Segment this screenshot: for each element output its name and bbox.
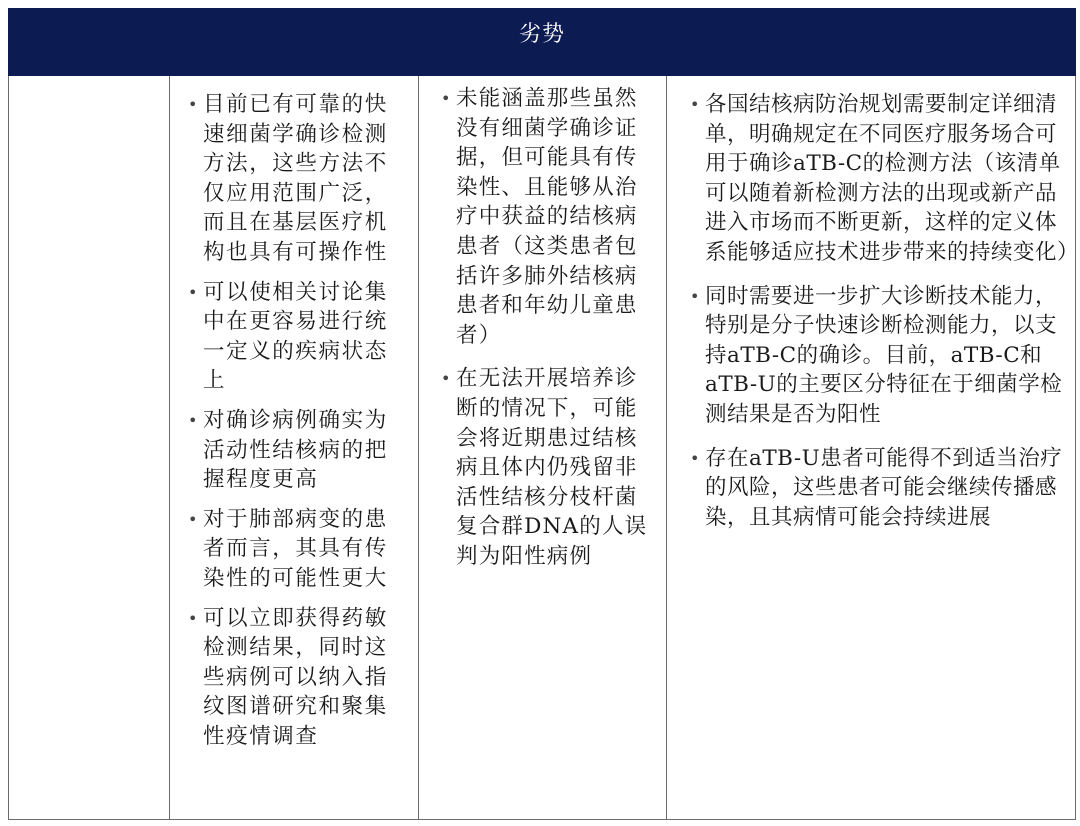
- bullet-list: [188, 90, 393, 761]
- list-item: • 目前已有可靠的快速细菌学确诊检测方法，这些方法不仅应用范围广泛，而且在基层医疗机构也具有可操作性: [188, 92, 388, 265]
- content-table: [8, 76, 1080, 820]
- list-item: • 对于肺部病变的患者而言，其具有传染性的可能性更大: [188, 506, 388, 591]
- bullet-list: [690, 90, 1080, 546]
- list-item: • 可以使相关讨论集中在更容易进行统一定义的疾病状态上: [188, 279, 388, 394]
- bullet-icon: •: [690, 448, 700, 468]
- bullet-icon: •: [188, 608, 200, 628]
- list-item: • 可以立即获得药敏检测结果，同时这些病例可以纳入指纹图谱研究和聚集性疫情调查: [188, 605, 388, 749]
- list-item: • 对确诊病例确实为活动性结核病的把握程度更高: [188, 407, 388, 493]
- table-column-3: [666, 76, 1080, 819]
- table-header: [8, 8, 1076, 76]
- bullet-icon: •: [188, 95, 200, 114]
- bullet-icon: •: [188, 410, 200, 430]
- bullet-icon: •: [690, 286, 700, 306]
- bullet-icon: •: [188, 282, 200, 302]
- list-item: • 各国结核病防治规划需要制定详细清单，明确规定在不同医疗服务场合可用于确诊aTB-C的检测方法（该清单可以随着新检测方法的出现或新产品进入市场而不断更新，这样的定义体系能够适应技术进步带来的持续变化）: [690, 92, 1080, 265]
- bullet-icon: •: [690, 95, 700, 114]
- list-item: • 在无法开展培养诊断的情况下，可能会将近期患过结核病且体内仍残留非活性结核分枝杆菌复合群DNA的人误判为阳性病例: [441, 366, 648, 569]
- list-item: • 存在aTB-U患者可能得不到适当治疗的风险，这些患者可能会继续传播感染，且其病情可能会持续进展: [690, 445, 1063, 530]
- table-column-1: [169, 76, 418, 819]
- list-item: • 同时需要进一步扩大诊断技术能力，特别是分子快速诊断检测能力，以支持aTB-C的确诊。目前，aTB-C和aTB-U的主要区分特征在于细菌学检测结果是否为阳性: [690, 283, 1063, 427]
- table-column-0: [9, 76, 169, 819]
- bullet-list: [441, 84, 656, 586]
- header-title: 劣势: [518, 21, 565, 47]
- table-column-2: [418, 76, 666, 819]
- list-item: • 未能涵盖那些虽然没有细菌学确诊证据，但可能具有传染性、且能够从治疗中获益的结核病患者（这类患者包括许多肺外结核病患者和年幼儿童患者）: [441, 86, 638, 348]
- bullet-icon: •: [188, 509, 200, 529]
- bullet-icon: •: [441, 89, 452, 108]
- bullet-icon: •: [441, 369, 452, 389]
